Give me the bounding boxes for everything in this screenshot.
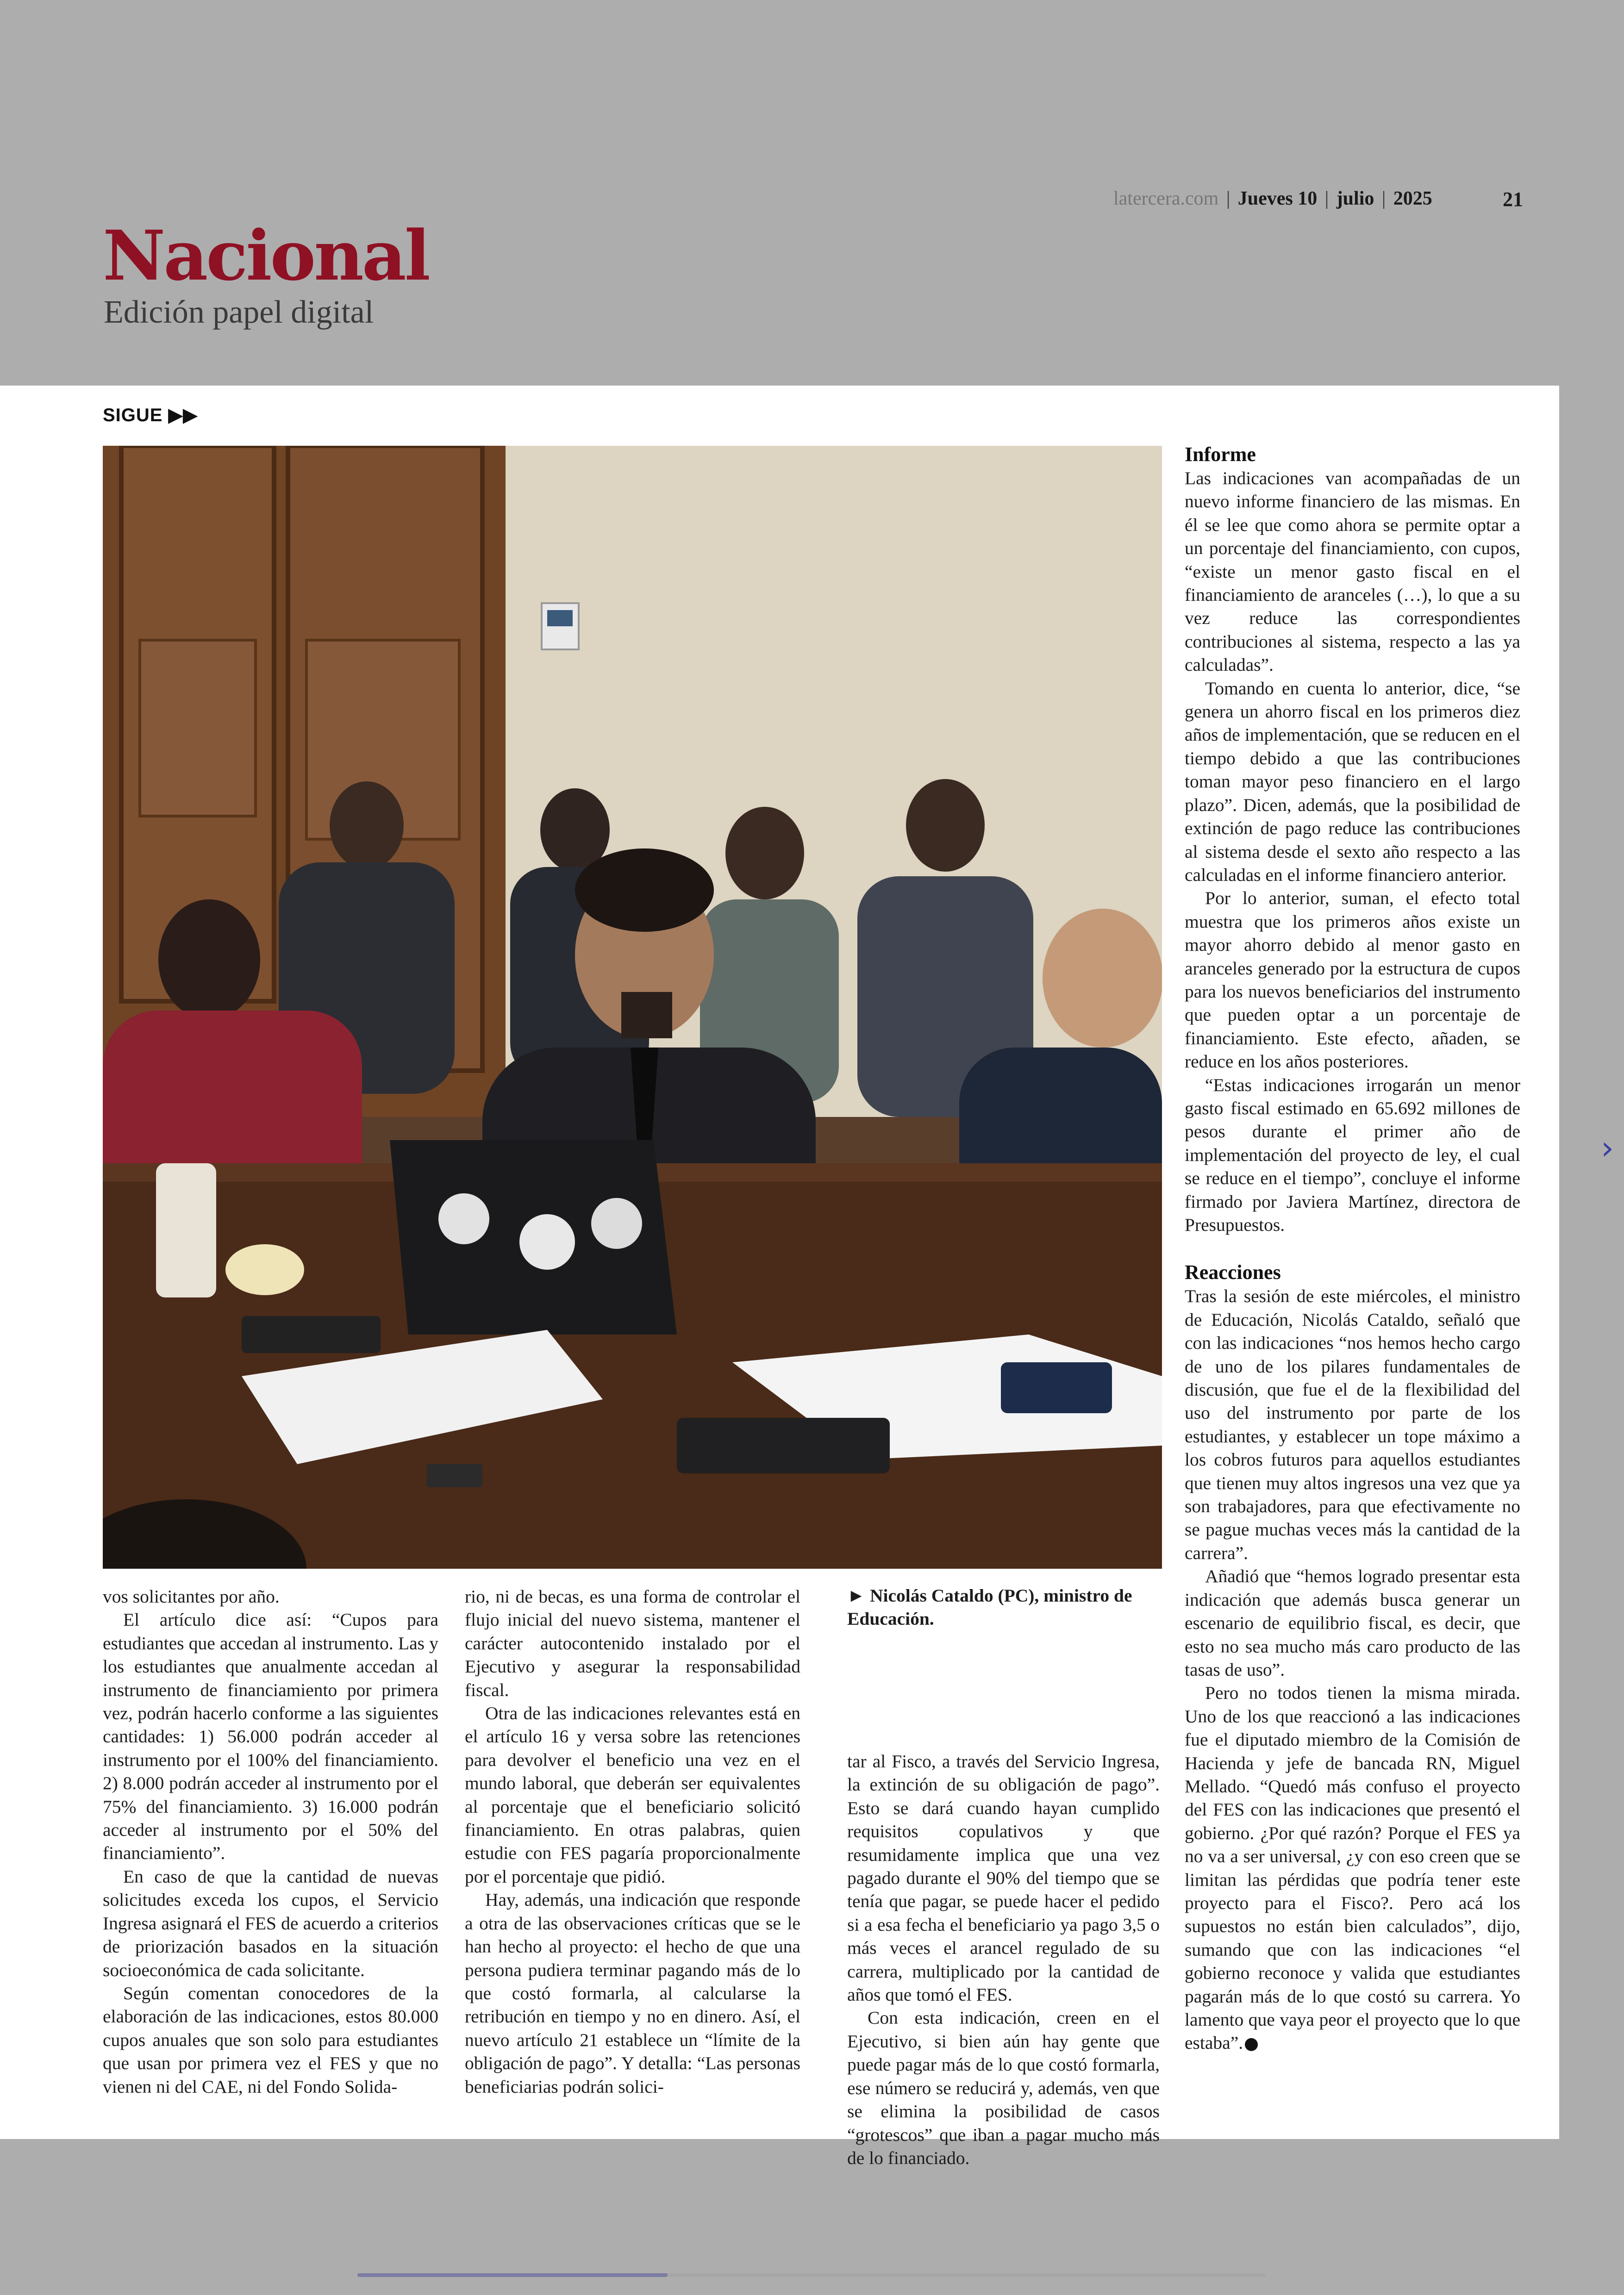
- paragraph: tar al Fisco, a través del Servicio Ingresa, la extinción de su obligación de pago”. Esto se dará cuando hayan cumplido requisitos copulativos y que resumidamente implica que una vez pagado durante el 90% del tiempo que se tenía que pagar, se puede hacer el pedido si a esa fecha el beneficiario ya pago 3,5 o más veces el arancel regulado de su carrera, multiplicado por la cantidad de años que tomó el FES.: [847, 1751, 1160, 2005]
- paragraph: Según comentan conocedores de la elaboración de las indicaciones, estos 80.000 cupos anuales que son solo para estudiantes que usan por primera vez el FES y que no vienen ni del CAE, ni del Fondo Solida-: [103, 1983, 438, 2097]
- paragraph-text: Pero no todos tienen la misma mirada. Uno de los que reaccionó a las indicaciones fue el diputado miembro de la Comisión de Hacienda y jefe de bancada RN, Miguel Mellado. “Quedó más confuso el proyecto del FES con las indicaciones que presentó el gobierno. ¿Por qué razón? Porque el FES ya no va a ser universal, ¿y con eso creen que se limitan las pérdidas que podría tener este proyecto para el Fisco?. Pero acá los supuestos no están bien calculados”, dijo, sumando que con las indicaciones “el gobierno reconoce y valida que estudiantes pagarán más de lo que costó su carrera. Yo lamento que vaya peor el proyecto que lo que estaba”.: [1185, 1683, 1520, 2053]
- article-column-3: [847, 1750, 1160, 2170]
- paragraph: “Estas indicaciones irrogarán un menor gasto fiscal estimado en 65.692 millones de pesos durante el primer año de implementación del proyecto de ley, el cual se reduce en el tiempo”, concluye el informe firmado por Javiera Martínez, directora de Presupuestos.: [1185, 1074, 1520, 1235]
- page-scroll-thumb[interactable]: [357, 2273, 668, 2277]
- article-photo: [103, 446, 1162, 1569]
- paragraph: Por lo anterior, suman, el efecto total muestra que los primeros años existe un mayor ahorro debido al menor gasto en aranceles generado por la estructura de cupos para los nuevos beneficiarios del instrumento que pueden optar a un porcentaje de financiamiento. Este efecto, añaden, se reduce en los años posteriores.: [1185, 888, 1520, 1072]
- end-mark-icon: [1245, 2038, 1258, 2051]
- section-subtitle: Edición papel digital: [104, 294, 374, 330]
- site-name: latercera.com: [1113, 188, 1219, 209]
- chevron-right-icon[interactable]: ›: [1601, 1129, 1614, 1167]
- paragraph: El artículo dice así: “Cupos para estudiantes que accedan al instrumento. Las y los estudiantes que anualmente accedan al instrumento de financiamiento por primera vez, podrán hacerlo conforme a las siguientes cantidades: 1) 56.000 podrán acceder al instrumento por el 100% del financiamiento. 2) 8.000 podrán acceder al instrumento por el 75% del financiamiento. 3) 16.000 podrán acceder al instrumento por el 50% del financiamiento”.: [103, 1609, 438, 1864]
- paragraph: En caso de que la cantidad de nuevas solicitudes exceda los cupos, el Servicio Ingresa asignará el FES de acuerdo a criterios de priorización basados en la situación socioeconómica de cada solicitante.: [103, 1866, 438, 1980]
- edition-month: julio: [1336, 188, 1374, 209]
- separator: |: [1226, 188, 1230, 209]
- paragraph: Hay, además, una indicación que responde a otra de las observaciones críticas que se le han hecho al proyecto: el hecho de que una persona pudiera terminar pagando más de lo que costó formarla, al calcularse la retribución en tiempo y no en dinero. Así, el nuevo artículo 21 establece un “límite de la obligación de pago”. Y detalla: “Las personas beneficiarias podrán solici-: [465, 1890, 800, 2097]
- continues-label: SIGUE ▶▶: [103, 405, 198, 425]
- photo-caption: ► Nicolás Cataldo (PC), ministro de Educación.: [847, 1585, 1132, 1629]
- subheading-reacciones: Reacciones: [1185, 1261, 1281, 1284]
- photo-illustration: [103, 446, 1162, 1569]
- paragraph: Las indicaciones van acompañadas de un nuevo informe financiero de las mismas. En él se lee que como ahora se permite optar a un porcentaje del financiamiento, con cupos, “existe un menor gasto fiscal en el financiamiento de aranceles (…), lo que a su vez reduce las correspondientes contribuciones al sistema, respecto a las ya calculadas”.: [1185, 468, 1520, 675]
- paragraph-last: [1185, 1681, 1520, 2055]
- paragraph: Tomando en cuenta lo anterior, dice, “se genera un ahorro fiscal en los primeros diez años de implementación, que se reducen en el tiempo debido a que las contribuciones toman mayor peso financiero en el largo plazo”. Dicen, además, que la posibilidad de extinción de pago reduce las contribuciones al sistema desde el sexto año respecto a las calculadas en el informe financiero anterior.: [1185, 678, 1520, 885]
- separator: |: [1381, 188, 1386, 209]
- separator: |: [1324, 188, 1329, 209]
- edition-year: 2025: [1393, 188, 1432, 209]
- paragraph: vos solicitantes por año.: [103, 1586, 280, 1607]
- section-title: Nacional: [103, 215, 429, 296]
- article-column-2: [465, 1585, 800, 2098]
- paragraph: Tras la sesión de este miércoles, el ministro de Educación, Nicolás Cataldo, señaló que con las indicaciones “nos hemos hecho cargo de uno de los pilares fundamentales de discusión, que fue el de la flexibilidad del uso del instrumento por parte de los estudiantes, y establecer un tope máximo a los cobros futuros para aquellos estudiantes que tienen muy altos ingresos una vez que ya son trabajadores, para que efectivamente no se pague muchas veces más la cantidad de la carrera”.: [1185, 1286, 1520, 1563]
- paragraph: Añadió que “hemos logrado presentar esta indicación que además busca generar un escenario de equilibrio fiscal, es decir, que esto no sea mucho más caro producto de las tasas de uso”.: [1185, 1566, 1520, 1680]
- article-column-4: [1185, 443, 1520, 2055]
- edition-dateline: [1113, 187, 1523, 210]
- edition-day: Jueves 10: [1237, 188, 1318, 209]
- subheading-informe: Informe: [1185, 443, 1256, 466]
- page-number: 21: [1503, 188, 1523, 211]
- paragraph: rio, ni de becas, es una forma de controlar el flujo inicial del nuevo sistema, mantener el carácter autocontenido instalado por el Ejecutivo y asegurar la responsabilidad fiscal.: [465, 1586, 800, 1700]
- paragraph: Otra de las indicaciones relevantes está en el artículo 16 y versa sobre las retenciones para devolver el beneficio una vez en el mundo laboral, que deberán ser equivalentes al porcentaje que el beneficiario solicitó financiamiento. En otras palabras, quien estudie con FES pagaría proporcionalmente por el porcentaje que pidió.: [465, 1703, 800, 1887]
- paragraph: Con esta indicación, creen en el Ejecutivo, si bien aún hay gente que puede pagar más de lo que costó formarla, ese número se reducirá y, además, ven que se elimina la posibilidad de casos “grotescos” que iban a pagar mucho más de lo financiado.: [847, 2008, 1160, 2168]
- article-column-1: [103, 1585, 438, 2098]
- spacer: [1185, 1236, 1520, 1260]
